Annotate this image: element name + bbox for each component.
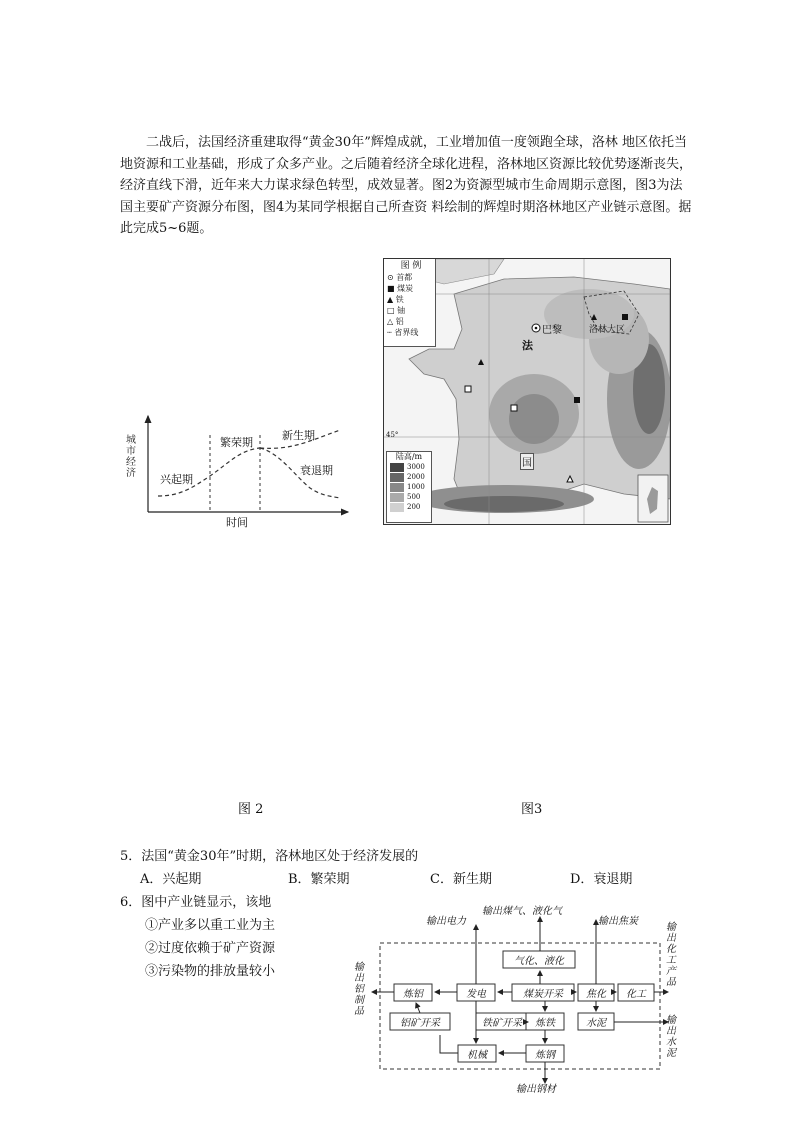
- label-latitude: 45°: [386, 431, 399, 439]
- fig4-out-al: 输出铝制品: [354, 962, 364, 1017]
- fig4-label-iron-smelt: 炼铁: [535, 1018, 555, 1029]
- q5-option-b: B．繁荣期: [288, 872, 350, 887]
- fig4-out-gas: 输出煤气、液化气: [482, 906, 562, 917]
- elevation-legend: [386, 451, 432, 523]
- figure-3-map: [383, 258, 671, 525]
- legend-item-boundary: ┄ 省界线: [387, 328, 419, 337]
- q6-statement-3: ③污染物的排放量较小: [145, 964, 276, 979]
- elevation-row: 2000: [387, 472, 431, 482]
- fig4-label-machinery: 机械: [467, 1050, 487, 1061]
- elevation-title: 陆高/m: [395, 452, 423, 461]
- fig2-stage-rise: 兴起期: [160, 473, 193, 486]
- fig4-label-chem: 化工: [626, 989, 646, 1000]
- q5-option-a: A．兴起期: [140, 872, 202, 887]
- q5-option-c: C．新生期: [430, 872, 492, 887]
- legend-item-coal: ■ 煤炭: [387, 284, 414, 293]
- fig4-label-cement: 水泥: [586, 1018, 606, 1029]
- fig4-label-steel: 炼钢: [535, 1050, 555, 1061]
- fig4-out-coke: 输出焦炭: [598, 916, 638, 927]
- fig2-stage-renew: 新生期: [282, 429, 315, 442]
- label-lorraine: 洛林大区: [589, 325, 626, 335]
- fig4-label-coal: 煤炭开采: [523, 989, 563, 1000]
- fig4-label-power: 发电: [466, 989, 486, 1000]
- fig4-label-iron-mine: 铁矿开采: [482, 1018, 522, 1029]
- fig4-label-al-smelt: 炼铝: [403, 989, 423, 1000]
- fig4-out-steel: 输出钢材: [516, 1084, 556, 1095]
- label-paris: 巴黎: [542, 325, 562, 336]
- fig4-out-cement: 输出水泥: [666, 1015, 676, 1059]
- elevation-row: 200: [387, 502, 431, 512]
- legend-title: 图 例: [400, 261, 422, 271]
- elevation-row: 500: [387, 492, 431, 502]
- legend-item-aluminum: △ 铝: [387, 317, 404, 326]
- legend-item-iron: ▲ 铁: [387, 295, 404, 304]
- fig4-out-power: 输出电力: [426, 916, 466, 927]
- question-5-stem: 5．法国“黄金30年”时期，洛林地区处于经济发展的: [120, 849, 419, 864]
- fig4-out-chem: 输出化工产品: [666, 922, 676, 988]
- elevation-row: 3000: [387, 462, 431, 472]
- elevation-row: 1000: [387, 482, 431, 492]
- q6-statement-2: ②过度依赖于矿产资源: [145, 941, 276, 956]
- fig2-stage-boom: 繁荣期: [220, 436, 253, 449]
- label-france: 法: [522, 339, 533, 352]
- question-6-stem: 6．图中产业链显示，该地: [120, 895, 272, 910]
- q5-option-d: D．衰退期: [570, 872, 633, 887]
- legend-item-uranium: □ 铀: [387, 306, 406, 315]
- fig4-label-coking: 焦化: [586, 989, 606, 1000]
- fig2-stage-decline: 衰退期: [300, 464, 333, 477]
- intro-paragraph: [120, 132, 695, 240]
- fig4-label-gasify: 气化、液化: [514, 956, 564, 967]
- fig2-caption: 图 2: [238, 802, 264, 817]
- fig4-label-bauxite: 铝矿开采: [400, 1018, 440, 1029]
- legend-item-capital: ⊙ 首都: [387, 273, 413, 282]
- label-country-right: 国: [520, 453, 534, 470]
- q6-statement-1: ①产业多以重工业为主: [145, 918, 276, 933]
- fig2-ylabel: 城市经济: [126, 435, 136, 479]
- map-legend: [384, 259, 436, 347]
- fig3-caption: 图3: [521, 802, 543, 817]
- intro-text: 二战后，法国经济重建取得“黄金30年”辉煌成就，工业增加值一度领跑全球，洛林 地区依托当地资源和工业基础，形成了众多产业。之后随着经济全球化进程，洛林地区资源比较优势逐渐丧失，经济直线下滑，近年来大力谋求绿色转型，成效显著。图2为资源型城市生命周期示意图，图3为法国主要矿产资源分布图，图4为某同学根据自己所查资 料绘制的辉煌时期洛林地区产业链示意图。据此完成5~6题。: [120, 135, 693, 236]
- fig2-xlabel: 时间: [226, 516, 248, 529]
